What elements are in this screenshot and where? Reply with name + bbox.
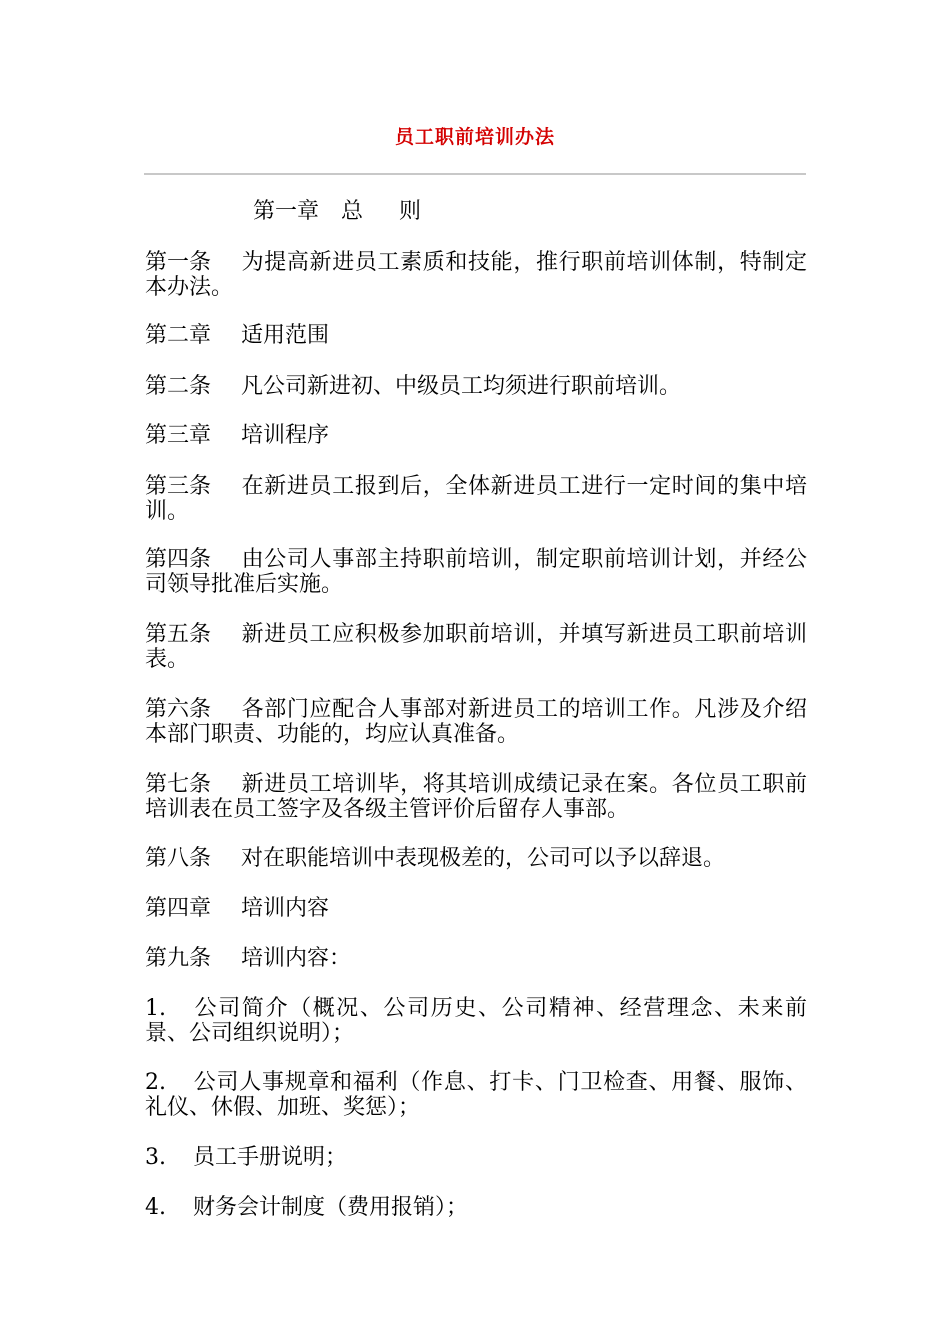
chapter-heading [145, 423, 807, 448]
article [145, 374, 807, 399]
article-text: 为提高新进员工素质和技能，推行职前培训体制，特制定本办法。 [145, 250, 807, 300]
list-item-text: 公司人事规章和福利（作息、打卡、门卫检查、用餐、服饰、礼仪、休假、加班、奖惩）； [145, 1070, 807, 1120]
article-text: 对在职能培训中表现极差的，公司可以予以辞退。 [241, 846, 726, 871]
chapter-heading [145, 896, 807, 921]
list-item [145, 1195, 807, 1220]
article-text: 各部门应配合人事部对新进员工的培训工作。凡涉及介绍本部门职责、功能的，均应认真准备。 [145, 697, 807, 747]
article [145, 474, 807, 524]
article-label: 第一条 [145, 250, 212, 275]
article [145, 250, 807, 300]
list-item [145, 1145, 807, 1170]
chapter-label: 第二章 [145, 323, 212, 348]
article-label: 第二条 [145, 374, 212, 399]
article-label: 第四条 [145, 547, 212, 572]
chapter-title: 培训程序 [241, 423, 330, 448]
title-divider [144, 173, 806, 175]
chapter-title-part: 总 [341, 199, 364, 224]
article-text: 在新进员工报到后，全体新进员工进行一定时间的集中培训。 [145, 474, 807, 524]
list-item [145, 996, 807, 1046]
article-text: 新进员工应积极参加职前培训，并填写新进员工职前培训表。 [145, 622, 807, 672]
article [145, 697, 807, 747]
article-label: 第六条 [145, 697, 212, 722]
article-text: 培训内容： [241, 946, 352, 971]
article-text: 由公司人事部主持职前培训，制定职前培训计划，并经公司领导批准后实施。 [145, 547, 807, 597]
article [145, 846, 807, 871]
chapter-heading [253, 199, 421, 224]
article-label: 第三条 [145, 474, 212, 499]
list-item [145, 1070, 807, 1120]
list-item-number: 2. [145, 1070, 166, 1095]
chapter-label: 第一章 [253, 199, 320, 224]
article-label: 第七条 [145, 772, 212, 797]
article-text: 凡公司新进初、中级员工均须进行职前培训。 [241, 374, 682, 399]
chapter-label: 第四章 [145, 896, 212, 921]
chapter-title-part: 则 [399, 199, 422, 224]
article-text: 新进员工培训毕，将其培训成绩记录在案。各位员工职前培训表在员工签字及各级主管评价后留存人事部。 [145, 772, 807, 822]
chapter-label: 第三章 [145, 423, 212, 448]
list-item-number: 4. [145, 1195, 166, 1220]
chapter-title: 适用范围 [241, 323, 330, 348]
document-title: 员工职前培训办法 [394, 126, 555, 148]
chapter-title: 培训内容 [241, 896, 330, 921]
list-item-text: 公司简介（概况、公司历史、公司精神、经营理念、未来前景、公司组织说明）； [145, 996, 807, 1046]
article [145, 772, 807, 822]
chapter-heading [145, 323, 807, 348]
article-label: 第五条 [145, 622, 212, 647]
article-label: 第九条 [145, 946, 212, 971]
article-label: 第八条 [145, 846, 212, 871]
list-item-text: 员工手册说明； [193, 1145, 348, 1170]
list-item-number: 3. [145, 1145, 166, 1170]
article [145, 547, 807, 597]
list-item-number: 1. [145, 996, 166, 1021]
article [145, 622, 807, 672]
article [145, 946, 807, 971]
list-item-text: 财务会计制度（费用报销）； [193, 1195, 469, 1220]
